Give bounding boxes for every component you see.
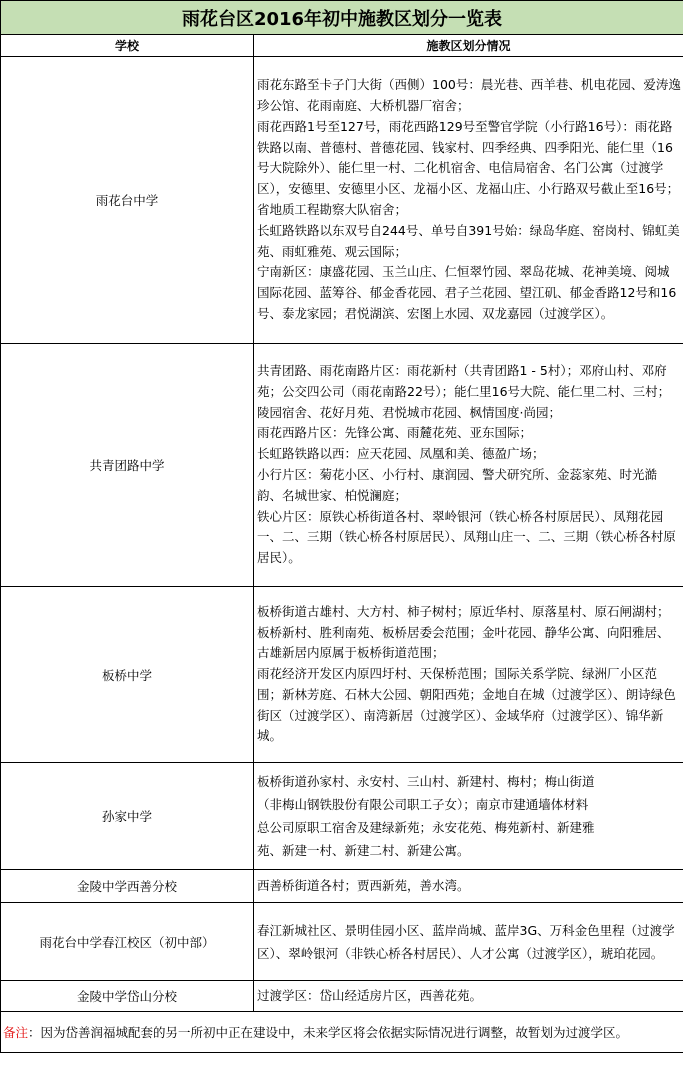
district-detail xyxy=(254,344,683,587)
district-line: 板桥街道孙家村、永安村、三山村、新建村、梅村；梅山街道 xyxy=(257,774,595,789)
table-row xyxy=(1,903,683,981)
remark-text: 因为岱善润福城配套的另一所初中正在建设中，未来学区将会依据实际情况进行调整，故暂划为过渡学区。 xyxy=(40,1025,629,1040)
table-row xyxy=(1,57,683,344)
district-detail xyxy=(254,587,683,763)
district-line: （非梅山钢铁股份有限公司职工子女）；南京市建通墙体材料 xyxy=(257,797,589,812)
district-line: 小行片区：菊花小区、小行村、康润园、警犬研究所、金蕊家苑、时光澔韵、名城世家、柏悦澜庭； xyxy=(257,467,658,503)
district-line: 宁南新区：康盛花园、玉兰山庄、仁恒翠竹园、翠岛花城、花神美境、阅城国际花园、蓝筹谷、郁金香花园、君子兰花园、望江矶、郁金香路12号和16号、泰龙家园；君悦湖滨、宏图上水园、双龙嘉园（过渡学区）。 xyxy=(257,264,677,321)
district-line: 雨花经济开发区内原四圩村、天保桥范围；国际关系学院、绿洲厂小区范围；新林芳庭、石林大公园、朝阳西苑；金地自在城（过渡学区）、朗诗绿色街区（过渡学区）、南湾新居（过渡学区）、金域华府（过渡学区）、锦华新城。 xyxy=(257,666,676,744)
school-name: 金陵中学西善分校 xyxy=(1,870,254,903)
school-name: 雨花台中学春江校区（初中部） xyxy=(1,903,254,981)
table-row xyxy=(1,587,683,763)
district-detail xyxy=(254,57,683,344)
district-line: 春江新城社区、景明佳园小区、蓝岸尚城、蓝岸3G、万科金色里程（过渡学区）、翠岭银河（非铁心桥各村居民）、人才公寓（过渡学区），琥珀花园。 xyxy=(257,922,675,961)
school-name: 雨花台中学 xyxy=(1,57,254,344)
note-row xyxy=(1,1012,683,1053)
remark xyxy=(1,1012,683,1053)
table-row xyxy=(1,981,683,1012)
district-column-header: 施教区划分情况 xyxy=(254,35,683,57)
table-row xyxy=(1,344,683,587)
school-name: 孙家中学 xyxy=(1,763,254,870)
district-detail xyxy=(254,903,683,981)
title-row xyxy=(1,1,683,35)
school-name: 板桥中学 xyxy=(1,587,254,763)
remark-separator: ： xyxy=(28,1025,41,1040)
district-line: 长虹路铁路以东双号自244号、单号自391号始：绿岛华庭、窑岗村、锦虹美苑、雨虹雅苑、观云国际； xyxy=(257,222,680,259)
district-line: 苑、新建一村、新建二村、新建公寓。 xyxy=(257,843,470,858)
district-line: 板桥街道古雄村、大方村、柿子树村；原近华村、原落星村、原石闸湖村；板桥新村、胜利南苑、板桥居委会范围；金叶花园、静华公寓、向阳雅居、古雄新居内原属于板桥街道范围； xyxy=(257,603,670,661)
school-column-header: 学校 xyxy=(1,35,254,57)
school-name: 金陵中学岱山分校 xyxy=(1,981,254,1012)
remark-label: 备注 xyxy=(3,1025,29,1040)
header-row xyxy=(1,35,683,57)
table-row xyxy=(1,870,683,903)
school-name: 共青团路中学 xyxy=(1,344,254,587)
district-line: 雨花西路片区：先锋公寓、雨麓花苑、亚东国际； xyxy=(257,425,533,441)
table-row xyxy=(1,763,683,870)
district-line: 长虹路铁路以西：应天花园、凤凰和美、德盈广场； xyxy=(257,446,545,462)
district-line: 共青团路、雨花南路片区：雨花新村（共青团路1 - 5村）；邓府山村、邓府苑；公交四公司（雨花南路22号）；能仁里16号大院、能仁里二村、三村；陵园宿舍、花好月苑、君悦城市花园、枫情国度·尚园； xyxy=(257,363,671,420)
district-line: 雨花东路至卡子门大街（西侧）100号：晨光巷、西羊巷、机电花园、爱涛逸珍公馆、花雨南庭、大桥机器厂宿舍； xyxy=(257,77,681,114)
district-line: 西善桥街道各村；贾西新苑，善水湾。 xyxy=(257,877,470,893)
district-line: 过渡学区：岱山经适房片区，西善花苑。 xyxy=(257,987,483,1003)
district-detail xyxy=(254,981,683,1012)
district-line: 铁心片区：原铁心桥街道各村、翠岭银河（铁心桥各村原居民）、凤翔花园一、二、三期（铁心桥各村原居民）、凤翔山庄一、二、三期（铁心桥各村原居民）。 xyxy=(257,508,676,566)
district-detail xyxy=(254,870,683,903)
district-line: 总公司原职工宿舍及建绿新苑；永安花苑、梅苑新村、新建雅 xyxy=(257,820,595,835)
district-line: 雨花西路1号至127号，雨花西路129号至警官学院（小行路16号）：雨花路铁路以南、普德村、普德花园、钱家村、四季经典、四季阳光、能仁里（16号大院除外）、能仁里一村、二化机宿舍、电信局宿舍、名门公寓（过渡学区），安德里、安德里小区、龙福小区、龙福山庄、小行路双号截止至16号；省地质工程勘察大队宿舍； xyxy=(257,118,680,217)
page-title: 雨花台区2016年初中施教区划分一览表 xyxy=(1,1,683,35)
district-detail xyxy=(254,763,683,870)
